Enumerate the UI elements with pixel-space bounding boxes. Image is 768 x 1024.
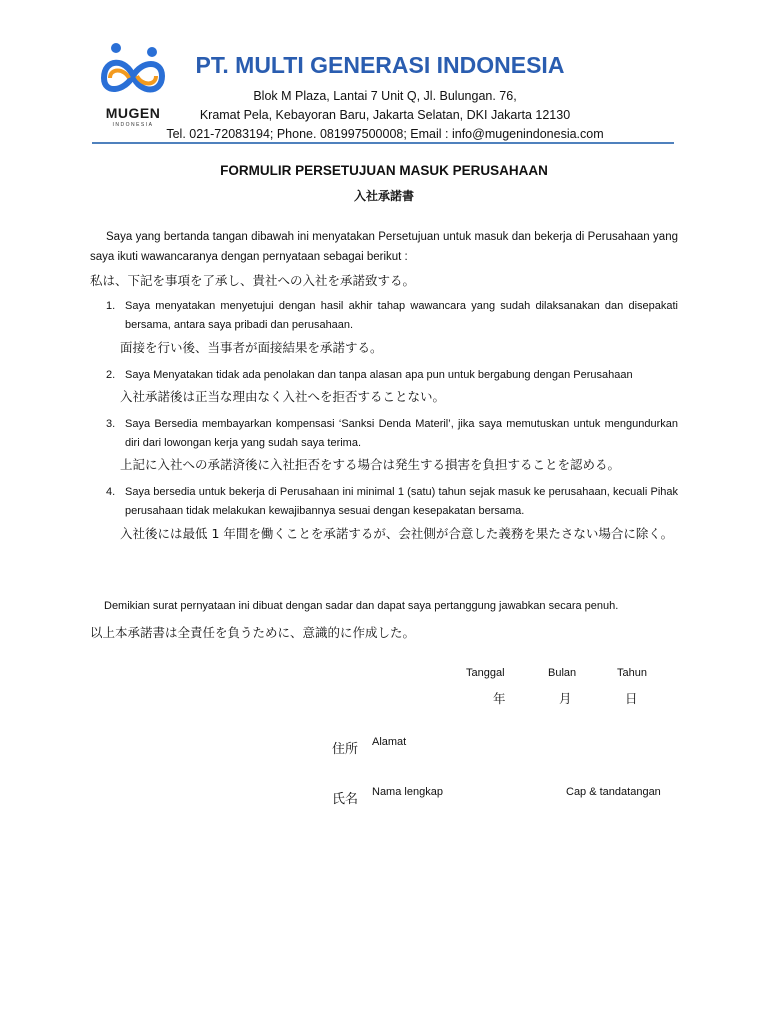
- company-name: PT. MULTI GENERASI INDONESIA: [195, 52, 565, 78]
- header-divider: [92, 142, 674, 144]
- list-item: [106, 483, 678, 521]
- item-text: Saya Menyatakan tidak ada penolakan dan tanpa alasan apa pun untuk bergabung dengan Perusahaan: [125, 369, 633, 381]
- name-label: Nama lengkap: [372, 786, 443, 798]
- date-label-bulan: Bulan: [548, 667, 577, 679]
- closing-paragraph: Demikian surat pernyataan ini dibuat dengan sadar dan dapat saya pertanggung jawabkan secara penuh.: [104, 600, 619, 612]
- address-label: Alamat: [372, 736, 407, 748]
- item-number: 1.: [106, 300, 116, 312]
- list-item: [106, 297, 678, 335]
- date-label-day-jp: 日: [625, 691, 638, 706]
- date-label-tanggal: Tanggal: [466, 667, 505, 679]
- signature-label: Cap & tandatangan: [566, 786, 661, 798]
- date-label-year-jp: 年: [493, 691, 506, 706]
- item-text-jp: 入社承諾後は正当な理由なく入社へを拒否することない。: [120, 389, 446, 404]
- date-label-tahun: Tahun: [617, 667, 647, 679]
- address-line-1: Blok M Plaza, Lantai 7 Unit Q, Jl. Bulungan. 76,: [253, 89, 517, 103]
- contact-line: Tel. 021-72083194; Phone. 081997500008; Email : info@mugenindonesia.com: [166, 127, 604, 141]
- item-text: Saya bersedia untuk bekerja di Perusahaan ini minimal 1 (satu) tahun sejak masuk ke perusahaan, kecuali Pihak perusahaan tidak melakukan kewajibannya sesuai dengan kesepakatan bersama.: [125, 486, 678, 517]
- item-text-jp: 入社後には最低 1 年間を働くことを承諾するが、会社側が合意した義務を果たさない場合に除く。: [120, 526, 674, 541]
- item-text: Saya menyatakan menyetujui dengan hasil akhir tahap wawancara yang sudah dilaksanakan dan disepakati bersama, antara saya pribadi dan perusahaan.: [125, 300, 678, 331]
- logo-wordmark: MUGEN: [105, 105, 161, 121]
- address-label-jp: 住所: [332, 742, 359, 757]
- item-number: 2.: [106, 369, 116, 381]
- item-number: 4.: [106, 486, 116, 498]
- closing-paragraph-jp: 以上本承諾書は全責任を負うために、意識的に作成した。: [90, 625, 416, 640]
- item-text: Saya Bersedia membayarkan kompensasi ‘Sanksi Denda Materil’, jika saya memutuskan untuk mengundurkan diri dari lowongan kerja yang sudah saya terima.: [125, 418, 678, 449]
- name-label-jp: 氏名: [332, 792, 359, 807]
- item-text-jp: 上記に入社への承諾済後に入社拒否をする場合は発生する損害を負担することを認める。: [120, 457, 621, 472]
- logo-subtitle: INDONESIA: [112, 122, 154, 128]
- item-number: 3.: [106, 418, 116, 430]
- form-title: FORMULIR PERSETUJUAN MASUK PERUSAHAAN: [220, 163, 548, 178]
- list-item: [106, 415, 678, 453]
- address-line-2: Kramat Pela, Kebayoran Baru, Jakarta Selatan, DKI Jakarta 12130: [199, 108, 571, 122]
- intro-paragraph: Saya yang bertanda tangan dibawah ini menyatakan Persetujuan untuk masuk dan bekerja di Perusahaan yang saya ikuti wawancaranya dengan pernyataan sebagai berikut :: [90, 231, 678, 263]
- form-title-jp: 入社承諾書: [353, 189, 414, 203]
- intro-paragraph-jp: 私は、下記を事項を了承し、貴社への入社を承諾致する。: [90, 273, 416, 288]
- item-text-jp: 面接を行い後、当事者が面接結果を承諾する。: [120, 340, 383, 355]
- date-label-month-jp: 月: [559, 691, 572, 706]
